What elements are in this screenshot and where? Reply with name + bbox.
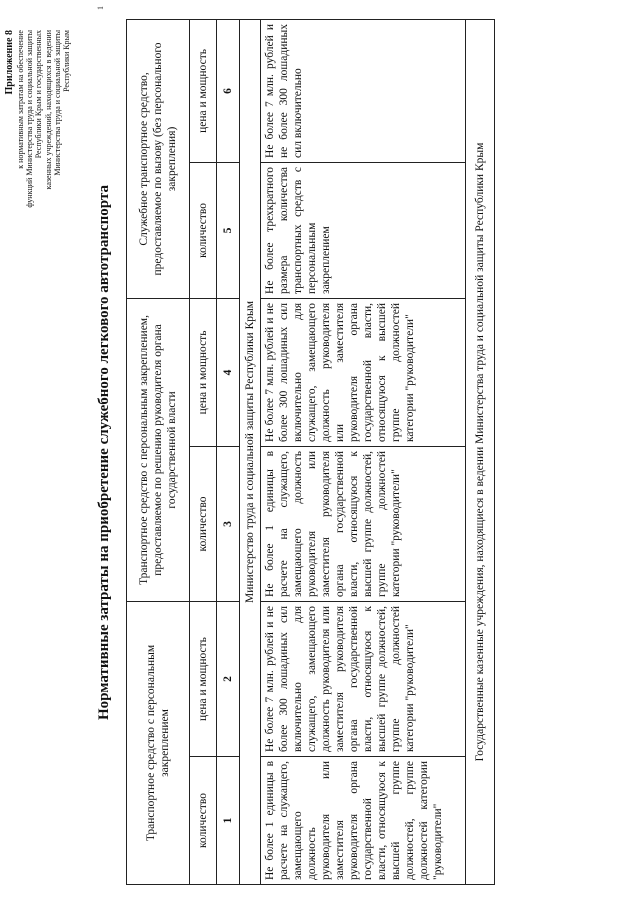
- appendix-line: Республики Крым и государственных: [34, 30, 44, 159]
- group-header-row: [127, 19, 190, 884]
- group-header: Транспортное средство с персональным закреплением, предоставляемое по решению руководителя органа государственной власти: [127, 298, 190, 601]
- column-index: 6: [217, 19, 240, 162]
- group-header: Служебное транспортное средство, предоставляемое по вызову (без персонального закрепления): [127, 19, 190, 298]
- appendix-block: [4, 30, 71, 330]
- column-header: количество: [190, 162, 217, 298]
- section-title: Министерство труда и социальной защиты Республики Крым: [240, 19, 261, 884]
- column-header: цена и мощность: [190, 19, 217, 162]
- column-index: 1: [217, 757, 240, 885]
- table-cell: Не более 1 единицы в расчете на служащего, замещающего должность руководителя или заместителя руководителя органа государственной власти, относящуюся к высшей группе должностей, группе должностей категории "руководители": [261, 446, 466, 601]
- group-header: Транспортное средство с персональным закреплением: [127, 601, 190, 884]
- section-row: [240, 19, 261, 884]
- appendix-line: функций Министерства труда и социальной защиты: [25, 30, 35, 208]
- corner-mark: 1: [96, 6, 105, 10]
- footer-note: Государственные казенные учреждения, находящиеся в ведении Министерства труда и социальной защиты Республики Крым: [466, 19, 495, 884]
- column-index: 3: [217, 446, 240, 601]
- appendix-line: казенных учреждений, находящихся в ведении: [43, 30, 53, 190]
- table-cell: Не более 7 млн. рублей и не более 300 лошадиных сил включительно: [261, 19, 466, 162]
- table-cell: Не более 7 млн. рублей и не более 300 лошадиных сил включительно для служащего, замещающего должность руководителя или заместителя руководителя органа государственной власти, относящуюся к высшей группе должностей категории "руководители": [261, 298, 466, 446]
- footer-row: [466, 19, 495, 884]
- column-index: 2: [217, 601, 240, 756]
- column-header: количество: [190, 757, 217, 885]
- column-header: количество: [190, 446, 217, 601]
- table-cell: Не более 7 млн. рублей и не более 300 лошадиных сил включительно для служащего, замещающего должность руководителя или заместителя руководителя органа государственной власти, относящуюся к высшей группе должностей, группе должностей категории "руководители": [261, 601, 466, 756]
- table-cell: Не более трехкратного размера количества транспортных средств с персональным закреплением: [261, 162, 466, 298]
- subheader-row: [190, 19, 217, 884]
- index-row: [217, 19, 240, 884]
- appendix-line: Министерства труда и социальной защиты: [52, 30, 62, 176]
- appendix-line: к нормативным затратам на обеспечение: [16, 30, 25, 169]
- column-header: цена и мощность: [190, 298, 217, 446]
- column-index: 4: [217, 298, 240, 446]
- table-row: [261, 19, 466, 884]
- column-header: цена и мощность: [190, 601, 217, 756]
- appendix-number: Приложение 8: [4, 30, 15, 95]
- appendix-line: Республики Крым: [62, 30, 72, 92]
- table-cell: Не более 1 единицы в расчете на служащего, замещающего должность руководителя или заместителя руководителя органа государственной власти, относящуюся к высшей группе должностей, группе должностей категории "руководители": [261, 757, 466, 885]
- page-title: Нормативные затраты на приобретение служебного легкового автотранспорта: [96, 185, 112, 721]
- cost-table: [126, 19, 495, 885]
- column-index: 5: [217, 162, 240, 298]
